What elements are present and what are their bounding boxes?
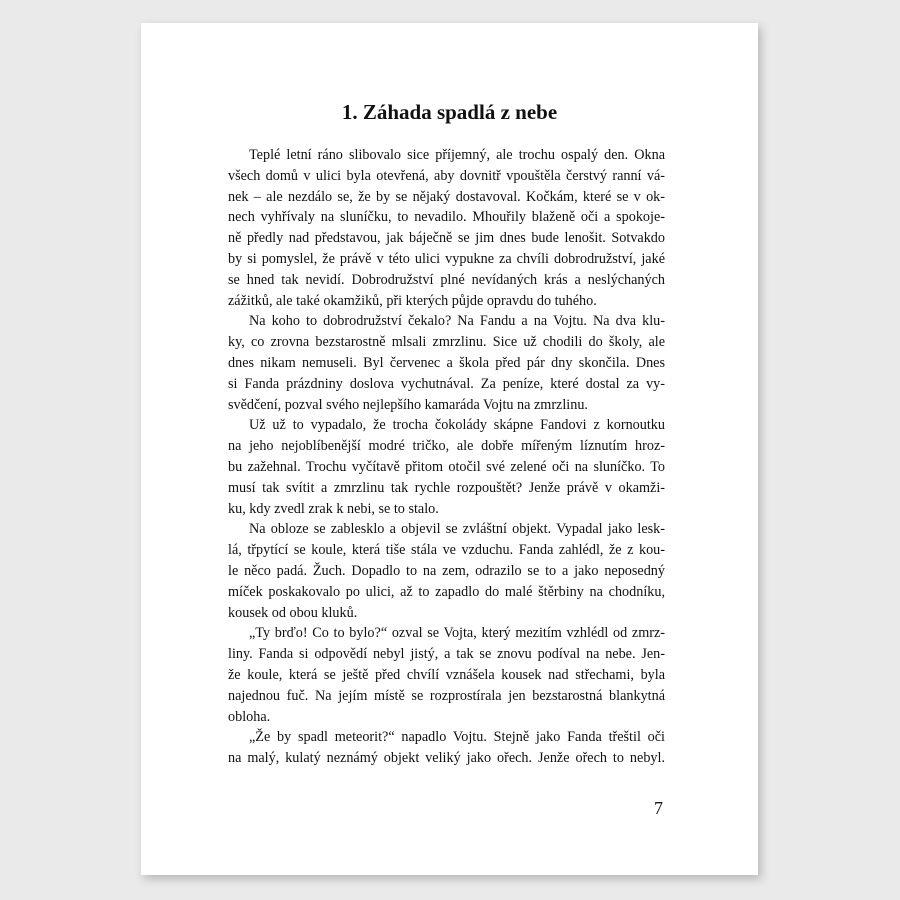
text-line: bu zažehnal. Trochu vyčítavě přitom otočil své zelené oči na sluníčko. To [228, 458, 665, 475]
paragraph [228, 623, 665, 727]
paragraph [228, 415, 665, 519]
chapter-body [228, 145, 665, 769]
paragraph [228, 145, 665, 311]
page-number: 7 [654, 798, 663, 818]
text-line: le něco padá. Žuch. Dopadlo to na zem, odrazilo se to a jako neposedný [228, 562, 665, 579]
text-line: nek – ale nezdálo se, že by se nějaký dostavoval. Kočkám, které se v ok- [228, 188, 665, 205]
text-line: „Že by spadl meteorit?“ napadlo Vojtu. Stejně jako Fanda třeštil oči [249, 729, 665, 746]
text-line: ku, kdy zvedl zrak k nebi, se to stalo. [228, 500, 439, 517]
text-line: zážitků, ale také okamžiků, při kterých půjde opravdu do tuhého. [228, 292, 597, 309]
text-line: najednou fuč. Na jejím místě se rozprostírala jen bezstarostná blankytná [228, 687, 665, 704]
text-line: ky, co zrovna bezstarostně mlsali zmrzlinu. Sice už chodili do školy, ale [228, 334, 665, 351]
text-line: Už už to vypadalo, že trocha čokolády skápne Fandovi z kornoutku [249, 417, 665, 434]
text-line: Na koho to dobrodružství čekalo? Na Fandu a na Vojtu. Na dva klu- [249, 313, 665, 330]
book-page [141, 23, 758, 875]
text-line: se hned tak nevidí. Dobrodružství plné nevídaných krás a neslýchaných [228, 271, 665, 288]
text-line: míček poskakovalo po ulici, až to zapadlo do malé štěrbiny na chodníku, [228, 583, 665, 600]
text-line: dnes nikam nemuseli. Byl červenec a škola před pár dny skončila. Dnes [228, 354, 665, 371]
text-line: „Ty brďo! Co to bylo?“ ozval se Vojta, který mezitím vzhlédl od zmrz- [249, 625, 665, 642]
paragraph [228, 727, 665, 769]
paragraph [228, 519, 665, 623]
chapter-title: 1. Záhada spadlá z nebe [341, 100, 558, 124]
text-line: nech vyhřívaly na sluníčku, to nevadilo. Mhouřily blaženě oči a spokoje- [228, 209, 665, 226]
text-line: si Fanda prázdniny doslova vychutnával. Za peníze, které dostal za vy- [228, 375, 665, 392]
text-line: svědčení, pozval svého nejlepšího kamaráda Vojtu na zmrzlinu. [228, 396, 588, 413]
text-line: liny. Fanda si odpovědí nebyl jistý, a tak se znovu podíval na nebe. Jen- [228, 646, 665, 663]
text-line: musí tak svítit a zmrzlinu tak rychle rozpouštět? Jenže právě v okamži- [228, 479, 665, 496]
text-line: Teplé letní ráno slibovalo sice příjemný, ale trochu ospalý den. Okna [249, 147, 665, 163]
text-line: kousek od obou kluků. [228, 604, 358, 621]
text-line: na malý, kulatý neznámý objekt veliký jako ořech. Jenže ořech to nebyl. [228, 750, 665, 767]
paragraph [228, 311, 665, 415]
text-line: ně předly nad představou, jak báječně se jim dnes bude lenošit. Sotvakdo [228, 230, 665, 247]
text-line: na jeho nejoblíbenější modré tričko, ale dobře mířeným líznutím hroz- [228, 438, 665, 455]
text-line: že koule, která se ještě před chvílí vznášela kousek nad střechami, byla [228, 666, 665, 683]
text-line: všech domů v ulici byla otevřená, aby dovnitř vpouštěla čerstvý ranní vá- [228, 167, 665, 184]
text-line: by si pomyslel, že právě v této ulici vypukne za chvíli dobrodružství, jaké [228, 250, 665, 267]
text-line: obloha. [228, 708, 271, 725]
text-line: Na obloze se zablesklo a objevil se zvláštní objekt. Vypadal jako lesk- [249, 521, 665, 538]
text-line: lá, třpytící se koule, která tiše stála ve vzduchu. Fanda zahlédl, že z kou- [228, 542, 665, 559]
